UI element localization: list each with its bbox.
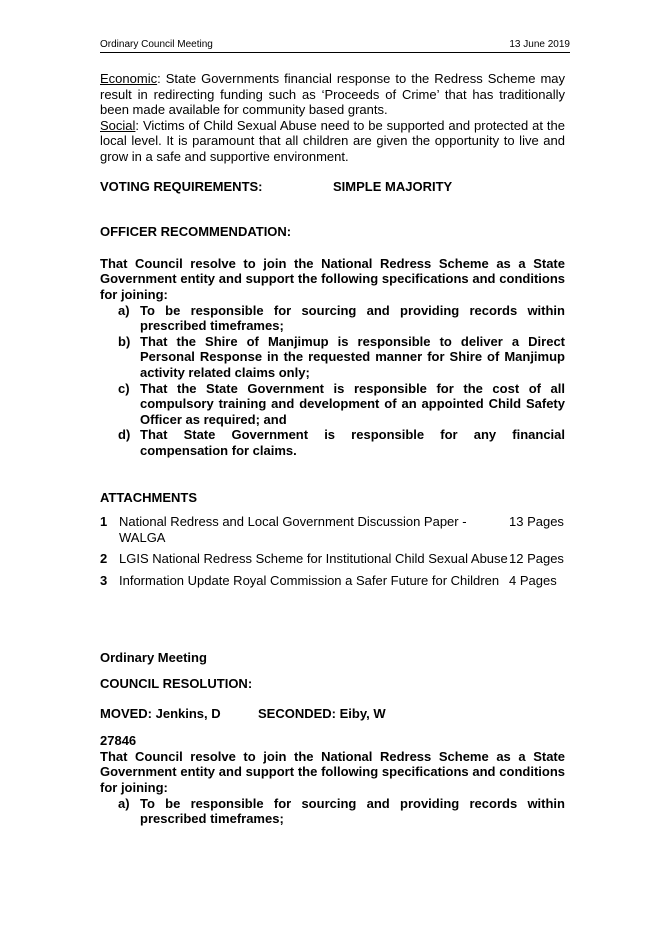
resolution-intro: That Council resolve to join the National Redress Scheme as a State Government entity and support the following specifications and conditions for joining:: [100, 748, 565, 795]
voting-requirements: [100, 179, 565, 195]
resolution-number: 27846: [100, 733, 137, 749]
attachment-pages: 4 Pages: [509, 572, 557, 588]
list-item: [100, 796, 565, 827]
attachment-number: 2: [100, 551, 108, 567]
attachment-title: Information Update Royal Commission a Safer Future for Children: [119, 572, 500, 588]
social-label: Social: [100, 117, 136, 133]
attachments-heading: ATTACHMENTS: [100, 490, 198, 506]
seconded-by: SECONDED: Eiby, W: [258, 705, 386, 721]
list-marker: b): [118, 333, 131, 349]
attachment-pages: 12 Pages: [509, 551, 564, 567]
attachment-title: National Redress and Local Government Discussion Paper - WALGA: [119, 514, 467, 545]
economic-paragraph: [100, 71, 565, 118]
social-paragraph: [100, 118, 565, 165]
economic-label: Economic: [100, 71, 158, 86]
list-marker: d): [118, 427, 131, 443]
list-item-text: To be responsible for sourcing and providing records within prescribed timeframes;: [140, 302, 565, 334]
attachment-title: LGIS National Redress Scheme for Institutional Child Sexual Abuse: [119, 551, 508, 567]
list-marker: a): [118, 795, 130, 811]
header-meeting-title: Ordinary Council Meeting: [100, 39, 213, 50]
social-text: : Victims of Child Sexual Abuse need to be supported and protected at the local level. It is paramount that all children are given the opportunity to live and grow in a safe and supportive environment.: [100, 117, 565, 164]
document-body: [100, 71, 565, 827]
list-item-text: That State Government is responsible for any financial compensation for claims.: [140, 427, 565, 458]
council-resolution-heading: COUNCIL RESOLUTION:: [100, 676, 253, 692]
list-item-text: That the State Government is responsible for the cost of all compulsory training and development of an appointed Child Safety Officer as required; and: [140, 380, 565, 427]
page-header: [100, 39, 570, 52]
moved-seconded: [100, 706, 565, 722]
list-item-text: That the Shire of Manjimup is responsible to deliver a Direct Personal Response in the requested manner for Shire of Manjimup activity related claims only;: [140, 333, 565, 380]
moved-by: MOVED: Jenkins, D: [100, 705, 221, 721]
voting-label: VOTING REQUIREMENTS:: [100, 178, 263, 194]
list-item-text: To be responsible for sourcing and providing records within prescribed timeframes;: [140, 795, 565, 827]
officer-recommendation-heading: OFFICER RECOMMENDATION:: [100, 224, 292, 240]
header-date: 13 June 2019: [509, 39, 570, 50]
officer-recommendation-list: [100, 303, 565, 459]
meeting-type: Ordinary Meeting: [100, 650, 207, 666]
attachment-number: 1: [100, 514, 108, 530]
economic-text: : State Governments financial response to the Redress Scheme may result in redirecting funding such as ‘Proceeds of Crime’ that has traditionally been made available for community based grants.: [100, 71, 565, 118]
header-rule: [100, 52, 570, 53]
attachment-row: [100, 551, 565, 567]
list-item: [100, 427, 565, 458]
list-item: [100, 334, 565, 381]
attachments-list: [100, 514, 565, 588]
voting-value: SIMPLE MAJORITY: [333, 178, 453, 194]
list-marker: a): [118, 302, 130, 318]
attachment-row: [100, 514, 565, 545]
resolution-list: [100, 796, 565, 827]
list-item: [100, 303, 565, 334]
officer-recommendation-intro: That Council resolve to join the National Redress Scheme as a State Government entity and support the following specifications and conditions for joining:: [100, 255, 565, 302]
list-item: [100, 381, 565, 428]
attachment-number: 3: [100, 572, 108, 588]
list-marker: c): [118, 380, 130, 396]
attachment-pages: 13 Pages: [509, 514, 564, 530]
attachment-row: [100, 573, 565, 589]
